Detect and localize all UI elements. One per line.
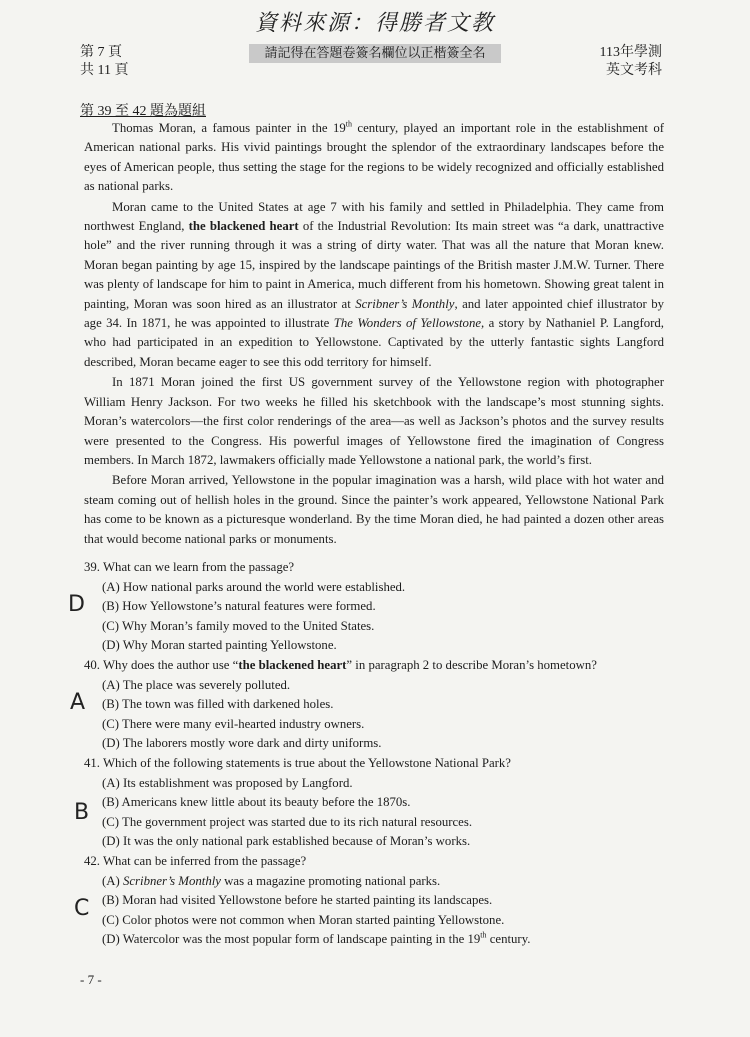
question-stem: 42. What can be inferred from the passage? [84, 853, 307, 868]
page-label: 第 7 頁 [80, 45, 122, 60]
option: (C) There were many evil-hearted industry owners. [102, 716, 365, 731]
option: (A) Its establishment was proposed by Langford. [102, 775, 353, 790]
option [84, 930, 684, 950]
question-42 [84, 852, 684, 950]
option-sup: th [480, 931, 487, 941]
option: (C) The government project was started due to its rich natural resources. [102, 814, 473, 829]
paragraph-3: In 1871 Moran joined the first US government survey of the Yellowstone region with photographer William Henry Jackson. For two weeks he filled his sketchbook with the landscape’s most stunning sights. Moran’s watercolors—the first color renderings of the area—as well as Jackson’s photos and the survey results were presented to the Congress. His powerful images of Yellowstone fired the imagination of Congress members. In March 1872, lawmakers officially made Yellowstone a national park, the world’s first. [84, 375, 664, 467]
questions-section [84, 558, 684, 950]
option: (D) It was the only national park established because of Moran’s works. [102, 834, 471, 849]
stem-text-cont: ” in paragraph 2 to describe Moran’s hometown? [346, 657, 597, 672]
option: (C) Color photos were not common when Moran started painting Yellowstone. [102, 912, 505, 927]
option: (A) How national parks around the world were established. [102, 579, 406, 594]
p2-text: Moran came to the United States at age 7 with his family and settled in Philadelphia. They came from northwest England, [84, 199, 664, 234]
question-stem: 41. Which of the following statements is true about the Yellowstone National Park? [84, 755, 511, 770]
handwritten-answer-40: A [70, 690, 86, 715]
option-text-cont: century. [486, 932, 531, 947]
p2-text-cont: of the Industrial Revolution: Its main street was “a dark, unattractive hole” and the river running through it was a string of dirty water. That was all the nature that Moran knew. Moran began painting by age 15, inspired by the landscape paintings of the British master J.M.W. Turner. There was plenty of landscape for him to paint in America, much different from his hometown. Showing great talent in painting, Moran was soon hired as an illustrator at [84, 219, 664, 311]
p2-text-cont2: , and later appointed chief illustrator by age 34. In 1871, he was appointed to illustrate [84, 296, 665, 331]
stem-bold-phrase: the blackened heart [238, 657, 347, 672]
option-text: (D) Watercolor was the most popular form of landscape painting in the 19 [102, 932, 481, 947]
question-41 [84, 754, 684, 852]
option: (A) The place was severely polluted. [102, 677, 291, 692]
question-stem: 39. What can we learn from the passage? [84, 560, 295, 574]
p1-sup: th [345, 119, 352, 129]
handwritten-answer-42: C [74, 896, 90, 921]
total-pages-label: 共 11 頁 [80, 63, 129, 78]
option: (C) Why Moran’s family moved to the United States. [102, 618, 375, 633]
question-39 [84, 558, 684, 656]
handwritten-answer-39: D [68, 592, 85, 617]
reading-passage [84, 119, 664, 550]
option [84, 872, 684, 892]
p2-italic-magazine: Scribner’s Monthly [355, 296, 455, 311]
option: (B) Moran had visited Yellowstone before he started painting its landscapes. [102, 893, 493, 908]
question-stem [84, 656, 684, 676]
p1-text: Thomas Moran, a famous painter in the 19 [112, 121, 346, 135]
source-watermark: 資料來源：得勝者文教 [254, 11, 495, 36]
exam-info [600, 44, 662, 80]
option-prefix: (A) [102, 873, 123, 888]
p2-text-cont3: a story by Nathaniel P. Langford, who had participated in an expedition to Yellowstone. Captivated by the utterly fantastic sights Langford described, Moran became eager to see this odd territory for himself. [84, 316, 664, 369]
question-40 [84, 656, 684, 754]
option: (B) The town was filled with darkened holes. [102, 697, 334, 712]
page-info [80, 44, 128, 80]
exam-subject: 英文考科 [606, 63, 662, 78]
option: (D) Why Moran started painting Yellowstone. [102, 638, 337, 653]
option-text: was a magazine promoting national parks. [220, 873, 441, 888]
p2-italic-book: The Wonders of Yellowstone, [333, 316, 485, 331]
option: (D) The laborers mostly wore dark and dirty uniforms. [102, 736, 382, 751]
page-number: - 7 - [80, 972, 102, 987]
exam-year: 113年學測 [599, 45, 662, 60]
stem-text: 40. Why does the author use “ [84, 657, 239, 672]
p2-bold-phrase: the blackened heart [188, 219, 299, 234]
paragraph-2 [84, 198, 664, 373]
handwritten-answer-41: B [74, 800, 90, 825]
question-group-title: 第 39 至 42 題為題組 [80, 104, 206, 119]
paragraph-1 [84, 119, 664, 197]
signature-reminder-banner: 請記得在答題卷簽名欄位以正楷簽全名 [249, 44, 501, 63]
option-italic-magazine: Scribner’s Monthly [122, 873, 221, 888]
option: (B) How Yellowstone’s natural features were formed. [102, 599, 376, 614]
option: (B) Americans knew little about its beauty before the 1870s. [102, 795, 411, 810]
paragraph-4: Before Moran arrived, Yellowstone in the popular imagination was a harsh, wild place with hot water and steam coming out of hellish holes in the ground. Since the painter’s work appeared, Yellowstone National Park has come to be known as a picturesque wonderland. By the time Moran died, he had painted a dozen other areas that would become national parks or monuments. [84, 473, 664, 546]
p1-text-cont: century, played an important role in the establishment of American national parks. His vivid paintings brought the splendor of the extraordinary landscapes before the eyes of American people, thus setting the stage for the regions to be widely recognized and officially established as national parks. [84, 121, 664, 194]
